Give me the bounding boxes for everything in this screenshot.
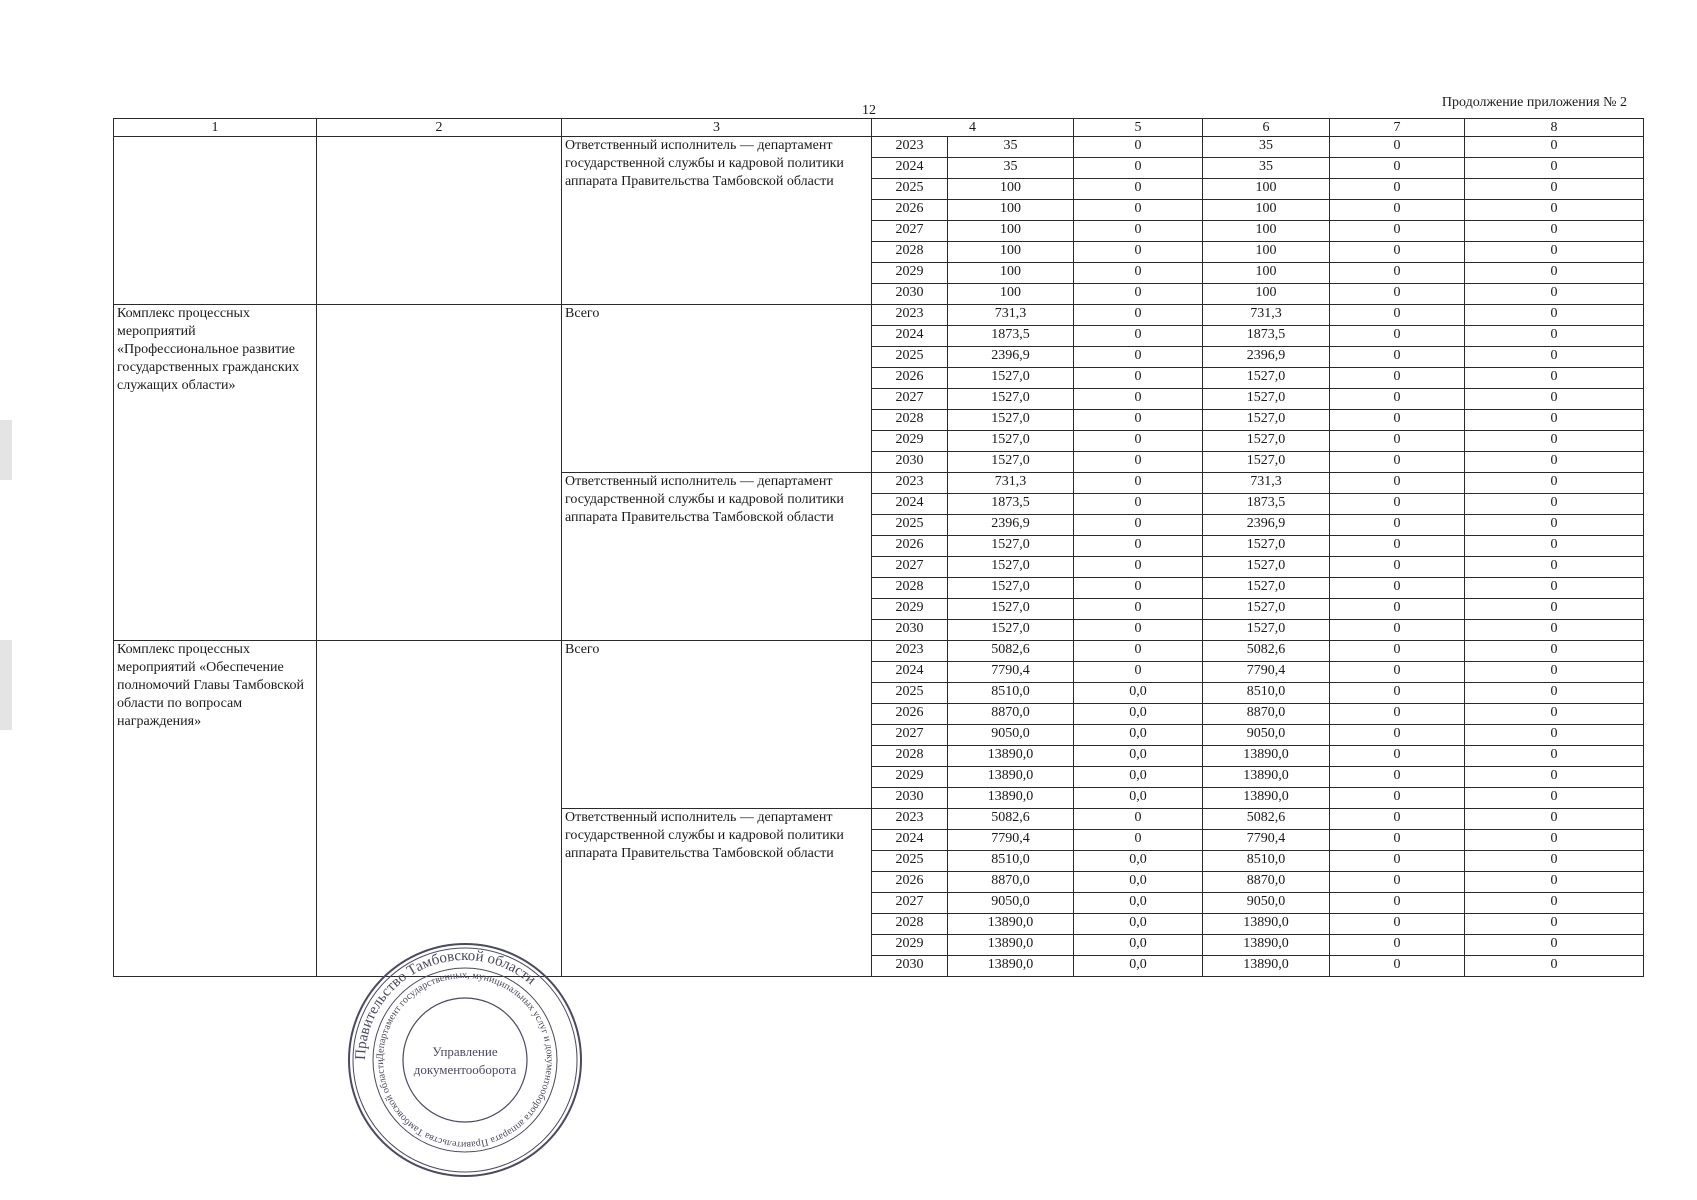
value-cell-5: 0 bbox=[1074, 368, 1203, 389]
value-cell-4: 5082,6 bbox=[948, 641, 1074, 662]
value-cell-6: 8870,0 bbox=[1203, 704, 1330, 725]
column-number: 2 bbox=[317, 119, 562, 137]
year-cell: 2030 bbox=[872, 284, 948, 305]
scan-edge bbox=[0, 420, 12, 480]
value-cell-6: 13890,0 bbox=[1203, 746, 1330, 767]
value-cell-6: 2396,9 bbox=[1203, 347, 1330, 368]
value-cell-6: 100 bbox=[1203, 179, 1330, 200]
value-cell-5: 0 bbox=[1074, 158, 1203, 179]
year-cell: 2026 bbox=[872, 704, 948, 725]
value-cell-5: 0 bbox=[1074, 200, 1203, 221]
value-cell-7: 0 bbox=[1330, 536, 1465, 557]
value-cell-5: 0 bbox=[1074, 515, 1203, 536]
column-number: 1 bbox=[114, 119, 317, 137]
column-number: 5 bbox=[1074, 119, 1203, 137]
year-cell: 2029 bbox=[872, 935, 948, 956]
value-cell-7: 0 bbox=[1330, 221, 1465, 242]
column-number: 7 bbox=[1330, 119, 1465, 137]
executor-cell: Ответственный исполнитель — департамент государственной службы и кадровой политики аппарата Правительства Тамбовской области bbox=[562, 137, 872, 305]
value-cell-8: 0 bbox=[1465, 200, 1644, 221]
value-cell-7: 0 bbox=[1330, 431, 1465, 452]
value-cell-8: 0 bbox=[1465, 956, 1644, 977]
value-cell-5: 0 bbox=[1074, 221, 1203, 242]
value-cell-5: 0,0 bbox=[1074, 725, 1203, 746]
value-cell-8: 0 bbox=[1465, 746, 1644, 767]
value-cell-4: 100 bbox=[948, 221, 1074, 242]
value-cell-8: 0 bbox=[1465, 242, 1644, 263]
value-cell-7: 0 bbox=[1330, 578, 1465, 599]
value-cell-4: 8870,0 bbox=[948, 872, 1074, 893]
value-cell-5: 0,0 bbox=[1074, 872, 1203, 893]
value-cell-4: 1527,0 bbox=[948, 452, 1074, 473]
value-cell-4: 13890,0 bbox=[948, 956, 1074, 977]
value-cell-5: 0 bbox=[1074, 473, 1203, 494]
value-cell-7: 0 bbox=[1330, 368, 1465, 389]
year-cell: 2025 bbox=[872, 179, 948, 200]
value-cell-4: 1527,0 bbox=[948, 389, 1074, 410]
year-cell: 2024 bbox=[872, 830, 948, 851]
value-cell-5: 0 bbox=[1074, 662, 1203, 683]
value-cell-8: 0 bbox=[1465, 872, 1644, 893]
value-cell-4: 7790,4 bbox=[948, 662, 1074, 683]
value-cell-8: 0 bbox=[1465, 809, 1644, 830]
column-number: 3 bbox=[562, 119, 872, 137]
value-cell-7: 0 bbox=[1330, 725, 1465, 746]
value-cell-7: 0 bbox=[1330, 935, 1465, 956]
value-cell-8: 0 bbox=[1465, 641, 1644, 662]
value-cell-8: 0 bbox=[1465, 473, 1644, 494]
program-name-cell bbox=[114, 137, 317, 305]
value-cell-4: 731,3 bbox=[948, 473, 1074, 494]
value-cell-4: 9050,0 bbox=[948, 893, 1074, 914]
value-cell-8: 0 bbox=[1465, 347, 1644, 368]
table-row bbox=[114, 305, 1644, 326]
value-cell-5: 0,0 bbox=[1074, 746, 1203, 767]
value-cell-7: 0 bbox=[1330, 452, 1465, 473]
year-cell: 2023 bbox=[872, 641, 948, 662]
value-cell-5: 0 bbox=[1074, 263, 1203, 284]
value-cell-7: 0 bbox=[1330, 137, 1465, 158]
year-cell: 2028 bbox=[872, 746, 948, 767]
value-cell-5: 0,0 bbox=[1074, 956, 1203, 977]
year-cell: 2028 bbox=[872, 242, 948, 263]
value-cell-6: 1527,0 bbox=[1203, 557, 1330, 578]
value-cell-7: 0 bbox=[1330, 746, 1465, 767]
value-cell-5: 0 bbox=[1074, 599, 1203, 620]
value-cell-8: 0 bbox=[1465, 368, 1644, 389]
value-cell-5: 0 bbox=[1074, 305, 1203, 326]
value-cell-8: 0 bbox=[1465, 179, 1644, 200]
value-cell-8: 0 bbox=[1465, 830, 1644, 851]
value-cell-5: 0 bbox=[1074, 830, 1203, 851]
value-cell-4: 1527,0 bbox=[948, 620, 1074, 641]
year-cell: 2026 bbox=[872, 872, 948, 893]
value-cell-7: 0 bbox=[1330, 284, 1465, 305]
value-cell-6: 5082,6 bbox=[1203, 809, 1330, 830]
value-cell-5: 0 bbox=[1074, 494, 1203, 515]
value-cell-6: 100 bbox=[1203, 200, 1330, 221]
year-cell: 2026 bbox=[872, 200, 948, 221]
column-number: 4 bbox=[872, 119, 1074, 137]
value-cell-7: 0 bbox=[1330, 851, 1465, 872]
value-cell-7: 0 bbox=[1330, 242, 1465, 263]
executor-cell: Ответственный исполнитель — департамент государственной службы и кадровой политики аппарата Правительства Тамбовской области bbox=[562, 809, 872, 977]
value-cell-5: 0 bbox=[1074, 620, 1203, 641]
value-cell-5: 0 bbox=[1074, 431, 1203, 452]
value-cell-4: 731,3 bbox=[948, 305, 1074, 326]
value-cell-5: 0,0 bbox=[1074, 788, 1203, 809]
value-cell-7: 0 bbox=[1330, 956, 1465, 977]
value-cell-4: 5082,6 bbox=[948, 809, 1074, 830]
year-cell: 2023 bbox=[872, 473, 948, 494]
value-cell-6: 13890,0 bbox=[1203, 767, 1330, 788]
value-cell-8: 0 bbox=[1465, 578, 1644, 599]
value-cell-4: 8510,0 bbox=[948, 683, 1074, 704]
value-cell-6: 7790,4 bbox=[1203, 662, 1330, 683]
value-cell-5: 0 bbox=[1074, 452, 1203, 473]
value-cell-6: 1873,5 bbox=[1203, 326, 1330, 347]
value-cell-6: 13890,0 bbox=[1203, 935, 1330, 956]
value-cell-7: 0 bbox=[1330, 704, 1465, 725]
value-cell-6: 1527,0 bbox=[1203, 599, 1330, 620]
value-cell-5: 0 bbox=[1074, 578, 1203, 599]
value-cell-5: 0,0 bbox=[1074, 683, 1203, 704]
value-cell-7: 0 bbox=[1330, 410, 1465, 431]
value-cell-6: 731,3 bbox=[1203, 473, 1330, 494]
value-cell-4: 100 bbox=[948, 263, 1074, 284]
budget-table bbox=[113, 118, 1644, 977]
value-cell-4: 2396,9 bbox=[948, 347, 1074, 368]
year-cell: 2025 bbox=[872, 683, 948, 704]
value-cell-6: 1527,0 bbox=[1203, 368, 1330, 389]
value-cell-8: 0 bbox=[1465, 599, 1644, 620]
value-cell-8: 0 bbox=[1465, 935, 1644, 956]
page-number: 12 bbox=[862, 103, 876, 118]
value-cell-5: 0 bbox=[1074, 389, 1203, 410]
value-cell-4: 35 bbox=[948, 137, 1074, 158]
value-cell-4: 35 bbox=[948, 158, 1074, 179]
column-number-row bbox=[114, 119, 1644, 137]
year-cell: 2026 bbox=[872, 536, 948, 557]
value-cell-8: 0 bbox=[1465, 557, 1644, 578]
value-cell-4: 13890,0 bbox=[948, 935, 1074, 956]
value-cell-8: 0 bbox=[1465, 620, 1644, 641]
value-cell-6: 13890,0 bbox=[1203, 788, 1330, 809]
value-cell-5: 0 bbox=[1074, 179, 1203, 200]
stamp-outer-text: Правительство Тамбовской области bbox=[352, 947, 539, 1061]
executor-cell: Всего bbox=[562, 641, 872, 809]
value-cell-8: 0 bbox=[1465, 767, 1644, 788]
value-cell-7: 0 bbox=[1330, 557, 1465, 578]
value-cell-4: 13890,0 bbox=[948, 788, 1074, 809]
value-cell-6: 100 bbox=[1203, 284, 1330, 305]
value-cell-5: 0 bbox=[1074, 326, 1203, 347]
executor-cell: Всего bbox=[562, 305, 872, 473]
table-body bbox=[114, 137, 1644, 977]
value-cell-6: 1873,5 bbox=[1203, 494, 1330, 515]
value-cell-5: 0,0 bbox=[1074, 935, 1203, 956]
value-cell-6: 35 bbox=[1203, 137, 1330, 158]
value-cell-7: 0 bbox=[1330, 473, 1465, 494]
year-cell: 2030 bbox=[872, 620, 948, 641]
year-cell: 2026 bbox=[872, 368, 948, 389]
value-cell-7: 0 bbox=[1330, 683, 1465, 704]
value-cell-7: 0 bbox=[1330, 389, 1465, 410]
value-cell-5: 0 bbox=[1074, 557, 1203, 578]
value-cell-6: 1527,0 bbox=[1203, 410, 1330, 431]
year-cell: 2027 bbox=[872, 725, 948, 746]
value-cell-7: 0 bbox=[1330, 347, 1465, 368]
value-cell-8: 0 bbox=[1465, 221, 1644, 242]
year-cell: 2029 bbox=[872, 431, 948, 452]
value-cell-7: 0 bbox=[1330, 494, 1465, 515]
year-cell: 2024 bbox=[872, 326, 948, 347]
value-cell-7: 0 bbox=[1330, 179, 1465, 200]
value-cell-6: 1527,0 bbox=[1203, 620, 1330, 641]
value-cell-6: 1527,0 bbox=[1203, 389, 1330, 410]
value-cell-8: 0 bbox=[1465, 263, 1644, 284]
value-cell-6: 1527,0 bbox=[1203, 431, 1330, 452]
stamp-middle-text: Департамент государственных, муниципальных услуг и документооборота аппарата Правительства Тамбовской области bbox=[374, 969, 556, 1151]
column-2-cell bbox=[317, 137, 562, 305]
value-cell-8: 0 bbox=[1465, 410, 1644, 431]
value-cell-4: 1873,5 bbox=[948, 494, 1074, 515]
value-cell-6: 100 bbox=[1203, 242, 1330, 263]
value-cell-5: 0 bbox=[1074, 242, 1203, 263]
column-number: 8 bbox=[1465, 119, 1644, 137]
value-cell-6: 13890,0 bbox=[1203, 956, 1330, 977]
scan-edge bbox=[0, 640, 12, 730]
value-cell-8: 0 bbox=[1465, 284, 1644, 305]
stamp-center-line: документооборота bbox=[413, 1062, 517, 1077]
continuation-note: Продолжение приложения № 2 bbox=[1441, 95, 1627, 110]
value-cell-4: 13890,0 bbox=[948, 746, 1074, 767]
value-cell-6: 7790,4 bbox=[1203, 830, 1330, 851]
value-cell-7: 0 bbox=[1330, 305, 1465, 326]
value-cell-8: 0 bbox=[1465, 137, 1644, 158]
table-row bbox=[114, 137, 1644, 158]
value-cell-4: 1527,0 bbox=[948, 431, 1074, 452]
value-cell-6: 2396,9 bbox=[1203, 515, 1330, 536]
year-cell: 2025 bbox=[872, 515, 948, 536]
value-cell-4: 1527,0 bbox=[948, 599, 1074, 620]
column-2-cell bbox=[317, 641, 562, 977]
column-number: 6 bbox=[1203, 119, 1330, 137]
value-cell-8: 0 bbox=[1465, 851, 1644, 872]
stamp-center-line: Управление bbox=[432, 1044, 498, 1059]
executor-cell: Ответственный исполнитель — департамент государственной службы и кадровой политики аппарата Правительства Тамбовской области bbox=[562, 473, 872, 641]
value-cell-4: 1527,0 bbox=[948, 410, 1074, 431]
value-cell-4: 1527,0 bbox=[948, 578, 1074, 599]
program-name-cell: Комплекс процессных мероприятий «Обеспечение полномочий Главы Тамбовской области по вопросам награждения» bbox=[114, 641, 317, 977]
value-cell-8: 0 bbox=[1465, 536, 1644, 557]
value-cell-4: 8510,0 bbox=[948, 851, 1074, 872]
value-cell-7: 0 bbox=[1330, 200, 1465, 221]
value-cell-5: 0 bbox=[1074, 536, 1203, 557]
value-cell-6: 9050,0 bbox=[1203, 893, 1330, 914]
value-cell-8: 0 bbox=[1465, 704, 1644, 725]
year-cell: 2027 bbox=[872, 389, 948, 410]
year-cell: 2023 bbox=[872, 137, 948, 158]
value-cell-8: 0 bbox=[1465, 305, 1644, 326]
value-cell-8: 0 bbox=[1465, 683, 1644, 704]
value-cell-5: 0,0 bbox=[1074, 893, 1203, 914]
official-stamp bbox=[345, 940, 585, 1180]
year-cell: 2027 bbox=[872, 557, 948, 578]
value-cell-8: 0 bbox=[1465, 914, 1644, 935]
value-cell-4: 1527,0 bbox=[948, 557, 1074, 578]
value-cell-7: 0 bbox=[1330, 893, 1465, 914]
value-cell-7: 0 bbox=[1330, 872, 1465, 893]
value-cell-8: 0 bbox=[1465, 452, 1644, 473]
value-cell-5: 0,0 bbox=[1074, 851, 1203, 872]
value-cell-5: 0 bbox=[1074, 809, 1203, 830]
value-cell-8: 0 bbox=[1465, 788, 1644, 809]
value-cell-4: 100 bbox=[948, 284, 1074, 305]
value-cell-4: 2396,9 bbox=[948, 515, 1074, 536]
value-cell-6: 1527,0 bbox=[1203, 536, 1330, 557]
value-cell-4: 100 bbox=[948, 200, 1074, 221]
year-cell: 2024 bbox=[872, 158, 948, 179]
value-cell-8: 0 bbox=[1465, 662, 1644, 683]
value-cell-8: 0 bbox=[1465, 494, 1644, 515]
value-cell-6: 100 bbox=[1203, 263, 1330, 284]
value-cell-8: 0 bbox=[1465, 326, 1644, 347]
table-row bbox=[114, 641, 1644, 662]
year-cell: 2030 bbox=[872, 452, 948, 473]
value-cell-4: 100 bbox=[948, 242, 1074, 263]
value-cell-5: 0 bbox=[1074, 410, 1203, 431]
year-cell: 2029 bbox=[872, 599, 948, 620]
year-cell: 2027 bbox=[872, 221, 948, 242]
year-cell: 2028 bbox=[872, 410, 948, 431]
value-cell-7: 0 bbox=[1330, 662, 1465, 683]
year-cell: 2024 bbox=[872, 494, 948, 515]
value-cell-5: 0,0 bbox=[1074, 704, 1203, 725]
value-cell-7: 0 bbox=[1330, 914, 1465, 935]
value-cell-5: 0 bbox=[1074, 284, 1203, 305]
value-cell-8: 0 bbox=[1465, 158, 1644, 179]
year-cell: 2028 bbox=[872, 914, 948, 935]
value-cell-7: 0 bbox=[1330, 641, 1465, 662]
value-cell-6: 13890,0 bbox=[1203, 914, 1330, 935]
value-cell-6: 100 bbox=[1203, 221, 1330, 242]
value-cell-6: 35 bbox=[1203, 158, 1330, 179]
year-cell: 2025 bbox=[872, 347, 948, 368]
value-cell-7: 0 bbox=[1330, 809, 1465, 830]
year-cell: 2023 bbox=[872, 809, 948, 830]
value-cell-8: 0 bbox=[1465, 893, 1644, 914]
value-cell-4: 13890,0 bbox=[948, 914, 1074, 935]
year-cell: 2029 bbox=[872, 263, 948, 284]
year-cell: 2030 bbox=[872, 788, 948, 809]
value-cell-4: 7790,4 bbox=[948, 830, 1074, 851]
year-cell: 2027 bbox=[872, 893, 948, 914]
value-cell-6: 9050,0 bbox=[1203, 725, 1330, 746]
value-cell-4: 9050,0 bbox=[948, 725, 1074, 746]
value-cell-8: 0 bbox=[1465, 431, 1644, 452]
value-cell-5: 0 bbox=[1074, 347, 1203, 368]
value-cell-7: 0 bbox=[1330, 599, 1465, 620]
value-cell-4: 13890,0 bbox=[948, 767, 1074, 788]
value-cell-6: 8510,0 bbox=[1203, 683, 1330, 704]
value-cell-4: 1527,0 bbox=[948, 536, 1074, 557]
value-cell-6: 731,3 bbox=[1203, 305, 1330, 326]
value-cell-4: 1527,0 bbox=[948, 368, 1074, 389]
year-cell: 2025 bbox=[872, 851, 948, 872]
year-cell: 2028 bbox=[872, 578, 948, 599]
value-cell-8: 0 bbox=[1465, 725, 1644, 746]
value-cell-6: 5082,6 bbox=[1203, 641, 1330, 662]
value-cell-4: 100 bbox=[948, 179, 1074, 200]
value-cell-8: 0 bbox=[1465, 515, 1644, 536]
year-cell: 2023 bbox=[872, 305, 948, 326]
value-cell-6: 1527,0 bbox=[1203, 452, 1330, 473]
value-cell-6: 1527,0 bbox=[1203, 578, 1330, 599]
year-cell: 2029 bbox=[872, 767, 948, 788]
value-cell-5: 0 bbox=[1074, 137, 1203, 158]
year-cell: 2030 bbox=[872, 956, 948, 977]
value-cell-6: 8510,0 bbox=[1203, 851, 1330, 872]
value-cell-7: 0 bbox=[1330, 830, 1465, 851]
column-2-cell bbox=[317, 305, 562, 641]
value-cell-8: 0 bbox=[1465, 389, 1644, 410]
value-cell-4: 8870,0 bbox=[948, 704, 1074, 725]
value-cell-4: 1873,5 bbox=[948, 326, 1074, 347]
value-cell-7: 0 bbox=[1330, 515, 1465, 536]
program-name-cell: Комплекс процессных мероприятий «Профессиональное развитие государственных гражданских служащих области» bbox=[114, 305, 317, 641]
value-cell-7: 0 bbox=[1330, 263, 1465, 284]
value-cell-7: 0 bbox=[1330, 767, 1465, 788]
value-cell-7: 0 bbox=[1330, 788, 1465, 809]
value-cell-6: 8870,0 bbox=[1203, 872, 1330, 893]
value-cell-7: 0 bbox=[1330, 620, 1465, 641]
year-cell: 2024 bbox=[872, 662, 948, 683]
value-cell-5: 0 bbox=[1074, 641, 1203, 662]
value-cell-7: 0 bbox=[1330, 158, 1465, 179]
value-cell-7: 0 bbox=[1330, 326, 1465, 347]
value-cell-5: 0,0 bbox=[1074, 767, 1203, 788]
value-cell-5: 0,0 bbox=[1074, 914, 1203, 935]
